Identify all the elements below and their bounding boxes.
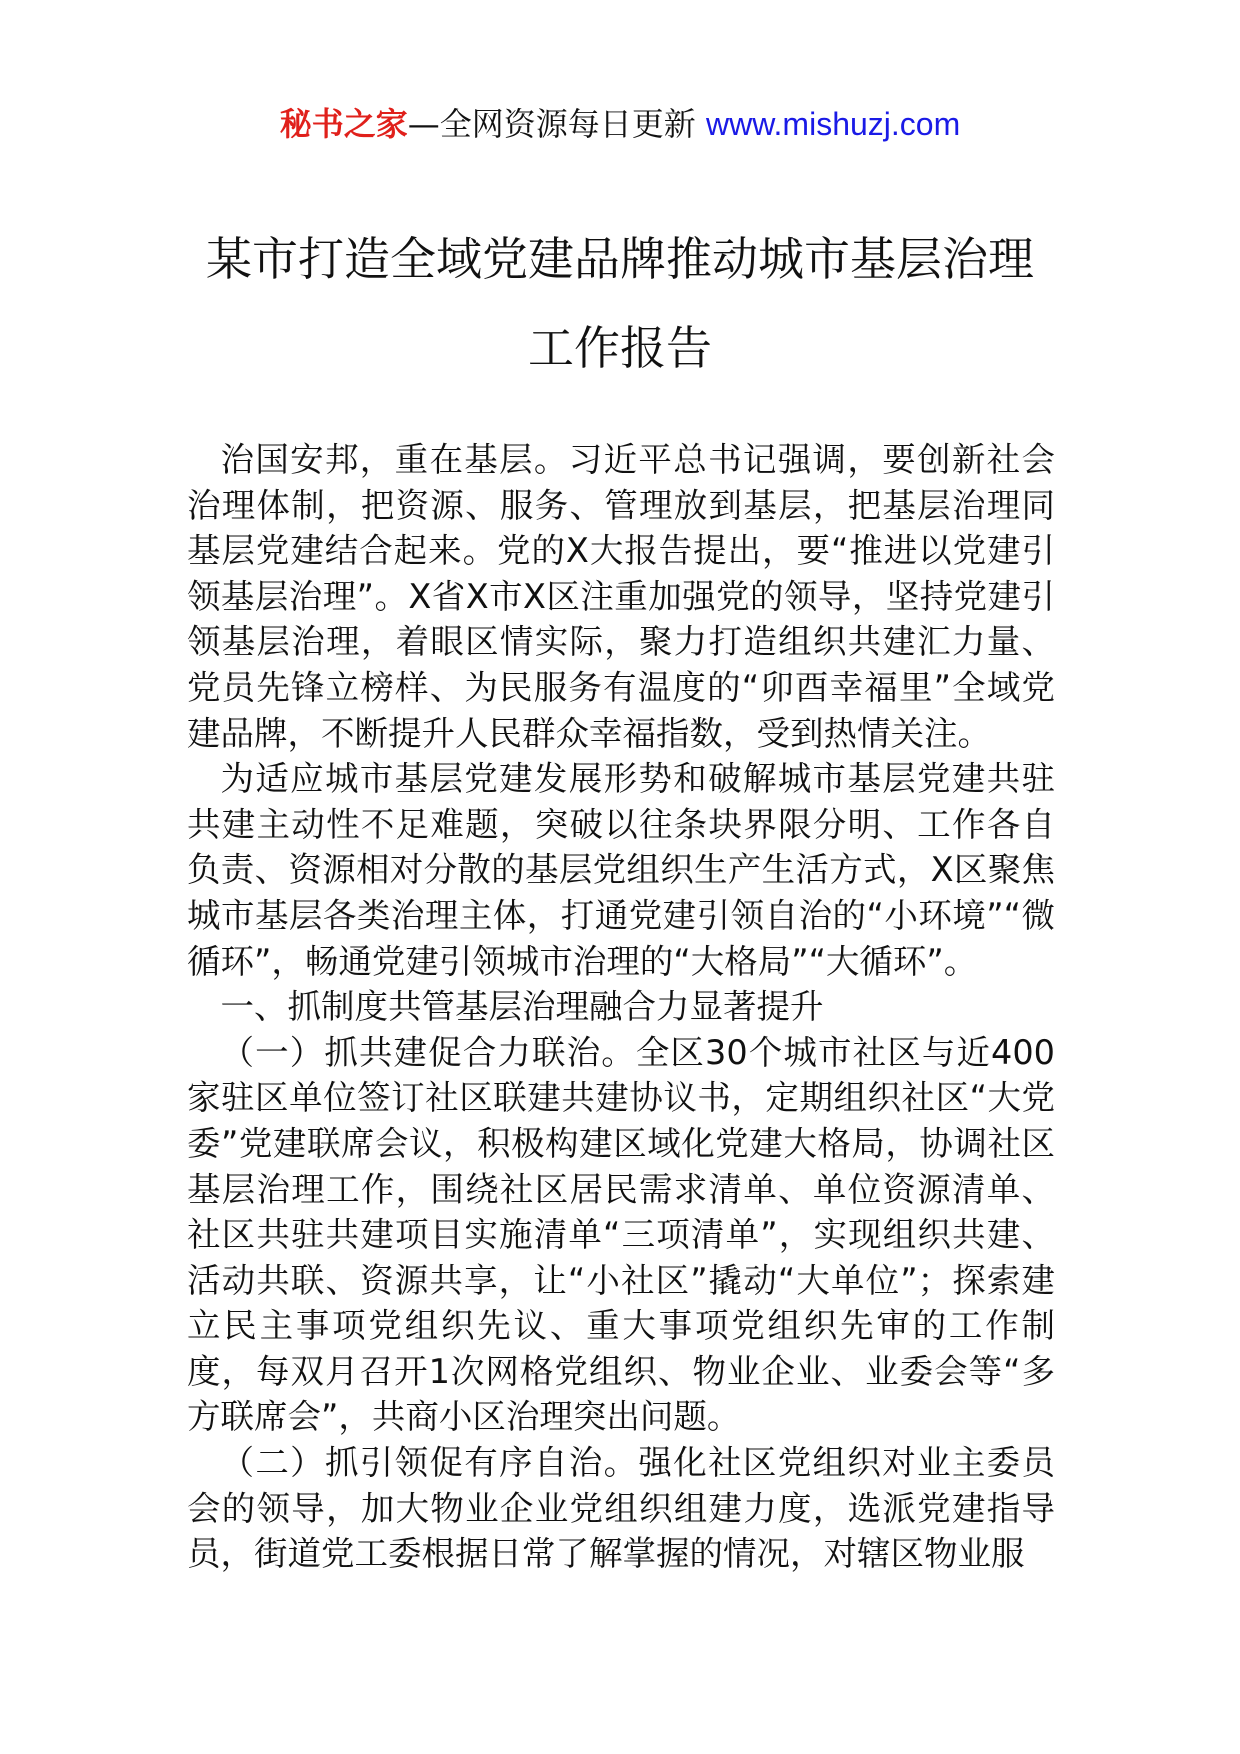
paragraph-background: 为适应城市基层党建发展形势和破解城市基层党建共驻共建主动性不足难题，突破以往条块界限分明、工作各自负责、资源相对分散的基层党组织生产生活方式，X区聚焦城市基层各类治理主体，打通党建引领自治的“小环境”“微循环”，畅通党建引领城市治理的“大格局”“大循环”。 (187, 759, 1055, 981)
brand-name: 秘书之家 (279, 105, 408, 143)
section-heading-1: 一、抓制度共管基层治理融合力显著提升 (220, 987, 824, 1027)
document-title-line-1: 某市打造全域党建品牌推动城市基层治理 (206, 232, 1034, 286)
document-body (187, 437, 1055, 1577)
document-title-line-2: 工作报告 (528, 321, 712, 375)
header-slogan: —全网资源每日更新 (407, 105, 696, 143)
site-header (0, 104, 1240, 144)
paragraph-intro: 治国安邦，重在基层。习近平总书记强调，要创新社会治理体制，把资源、服务、管理放到基层，把基层治理同基层党建结合起来。党的X大报告提出，要“推进以党建引领基层治理”。X省X市X区注重加强党的领导，坚持党建引领基层治理，着眼区情实际，聚力打造组织共建汇力量、党员先锋立榜样、为民服务有温度的“卯酉幸福里”全域党建品牌，不断提升人民群众幸福指数，受到热情关注。 (187, 440, 1055, 753)
paragraph-subsection-2: （二）抓引领促有序自治。强化社区党组织对业主委员会的领导，加大物业企业党组织组建力度，选派党建指导员，街道党工委根据日常了解掌握的情况，对辖区物业服 (187, 1443, 1055, 1574)
site-url-link[interactable]: www.mishuzj.com (705, 106, 961, 142)
paragraph-subsection-1: （一）抓共建促合力联治。全区30个城市社区与近400家驻区单位签订社区联建共建协议书，定期组织社区“大党委”党建联席会议，积极构建区域化党建大格局，协调社区基层治理工作，围绕社区居民需求清单、单位资源清单、社区共驻共建项目实施清单“三项清单”，实现组织共建、活动共联、资源共享，让“小社区”撬动“大单位”；探索建立民主事项党组织先议、重大事项党组织先审的工作制度，每双月召开1次网格党组织、物业企业、业委会等“多方联席会”，共商小区治理突出问题。 (187, 1032, 1055, 1437)
